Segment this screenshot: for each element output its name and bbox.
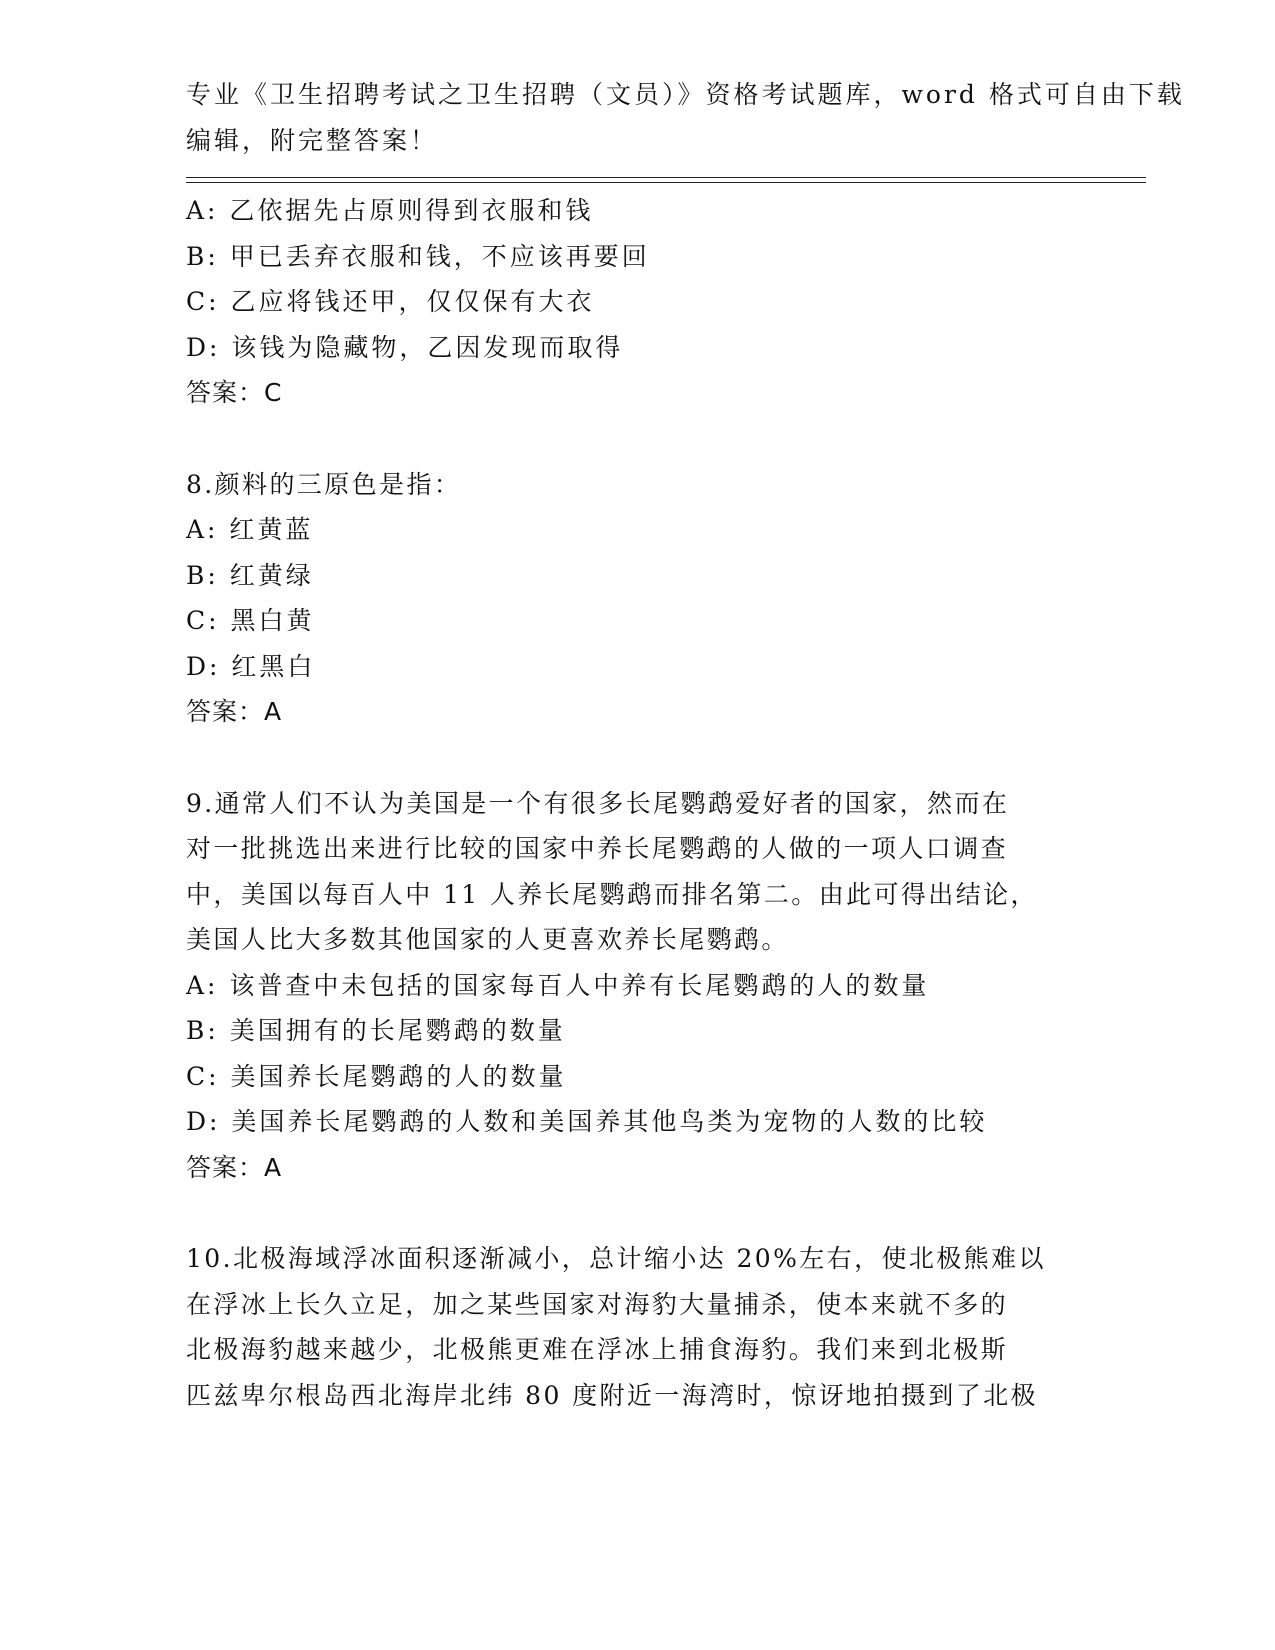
option-d: D: 该钱为隐藏物，乙因发现而取得	[186, 332, 624, 362]
answer: 答案：C	[186, 378, 283, 407]
option-d: D: 美国养长尾鹦鹉的人数和美国养其他鸟类为宠物的人数的比较	[186, 1107, 988, 1136]
option-b: B: 甲已丢弃衣服和钱，不应该再要回	[186, 241, 650, 271]
question-stem	[186, 462, 1086, 508]
option-d: D: 红黑白	[186, 651, 316, 681]
document-body	[186, 188, 1086, 1418]
option-b: B: 美国拥有的长尾鹦鹉的数量	[186, 1016, 566, 1045]
answer: 答案：A	[186, 697, 283, 726]
stem-line: 9.通常人们不认为美国是一个有很多长尾鹦鹉爱好者的国家，然而在	[186, 788, 1010, 818]
question-8	[186, 462, 1086, 735]
stem-line: 匹兹卑尔根岛西北海岸北纬 80 度附近一海湾时，惊讶地拍摄到了北极	[186, 1380, 1038, 1410]
stem-line: 10.北极海域浮冰面积逐渐减小，总计缩小达 20%左右，使北极熊难以	[186, 1244, 1046, 1273]
question-7	[186, 188, 1086, 416]
stem-line: 对一批挑选出来进行比较的国家中养长尾鹦鹉的人做的一项人口调查	[186, 834, 1009, 863]
spacer	[186, 735, 1086, 781]
answer: 答案：A	[186, 1152, 283, 1182]
option-a: A: 乙依据先占原则得到衣服和钱	[186, 196, 594, 225]
option-c: C: 乙应将钱还甲，仅仅保有大衣	[186, 287, 595, 316]
header-line: 编辑，附完整答案！	[186, 125, 439, 155]
document-header	[186, 72, 1185, 163]
question-10	[186, 1236, 1086, 1418]
header-divider	[186, 182, 1146, 183]
option-b: B: 红黄绿	[186, 560, 314, 590]
spacer	[186, 1190, 1086, 1236]
spacer	[186, 416, 1086, 462]
stem-line: 北极海豹越来越少，北极熊更难在浮冰上捕食海豹。我们来到北极斯	[186, 1335, 1009, 1364]
option-c: C: 美国养长尾鹦鹉的人的数量	[186, 1061, 567, 1091]
stem-line: 中，美国以每百人中 11 人养长尾鹦鹉而排名第二。由此可得出结论，	[186, 879, 1038, 909]
question-stem	[186, 1236, 1086, 1418]
option-a: A: 红黄蓝	[186, 515, 314, 544]
question-stem	[186, 781, 1086, 963]
header-line: 专业《卫生招聘考试之卫生招聘（文员）》资格考试题库，word 格式可自由下载	[186, 80, 1185, 109]
question-9	[186, 781, 1086, 1191]
option-a: A: 该普查中未包括的国家每百人中养有长尾鹦鹉的人的数量	[186, 970, 930, 1000]
stem-line: 8.颜料的三原色是指：	[186, 469, 462, 499]
stem-line: 美国人比大多数其他国家的人更喜欢养长尾鹦鹉。	[186, 925, 789, 954]
stem-line: 在浮冰上长久立足，加之某些国家对海豹大量捕杀，使本来就不多的	[186, 1289, 1009, 1319]
option-c: C: 黑白黄	[186, 606, 315, 635]
header-divider	[186, 177, 1146, 178]
